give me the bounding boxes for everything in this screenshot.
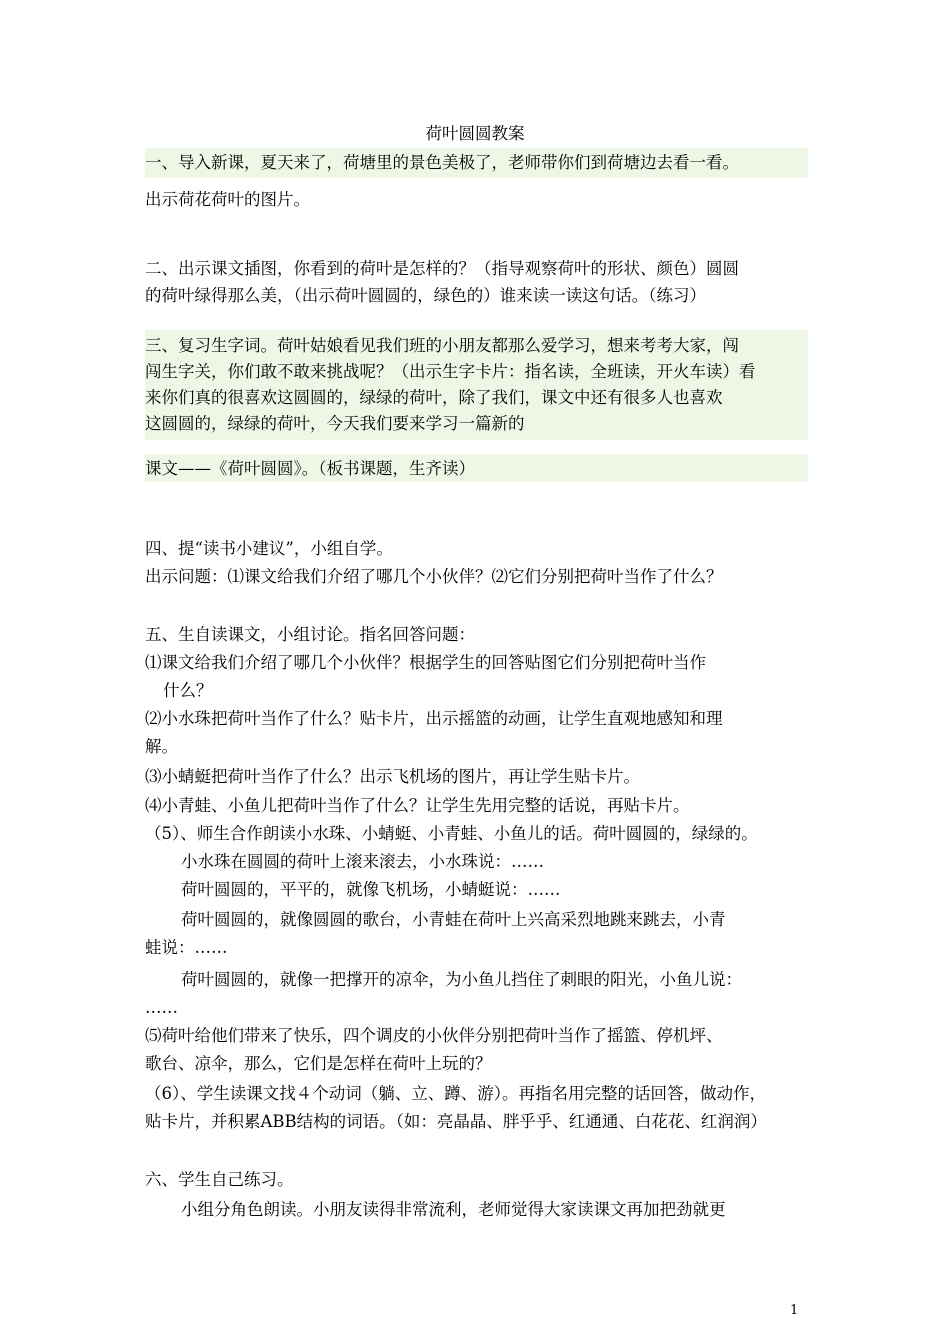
text-line: 一、导入新课，夏天来了，荷塘里的景色美极了，老师带你们到荷塘边去看一看。 [145, 153, 739, 172]
text-line: 荷叶圆圆的，就像一把撑开的凉伞，为小鱼儿挡住了刺眼的阳光，小鱼儿说： [181, 970, 742, 989]
text-line: 什么？ [163, 681, 213, 700]
text-line: 课文——《荷叶圆圆》。（板书课题，生齐读） [145, 459, 475, 478]
text-line: ⑵小水珠把荷叶当作了什么？贴卡片，出示摇篮的动画，让学生直观地感知和理 [145, 709, 723, 728]
text-line: 蛙说：…… [145, 938, 228, 957]
text-line: 出示荷花荷叶的图片。 [145, 190, 310, 209]
text-line: 五、生自读课文，小组讨论。指名回答问题： [145, 625, 475, 644]
text-line: 小水珠在圆圆的荷叶上滚来滚去，小水珠说：…… [181, 852, 544, 871]
page-number: 1 [790, 1303, 799, 1318]
text-line: 荷叶圆圆的，平平的，就像飞机场，小蜻蜓说：…… [181, 880, 561, 899]
text-line: 解。 [145, 737, 178, 756]
document-title: 荷叶圆圆教案 [425, 124, 525, 143]
text-line: 来你们真的很喜欢这圆圆的，绿绿的荷叶，除了我们，课文中还有很多人也喜欢 [145, 388, 723, 407]
text-line: （5）、师生合作朗读小水珠、小蜻蜓、小青蛙、小鱼儿的话。荷叶圆圆的，绿绿的。 [145, 824, 758, 843]
text-line: 荷叶圆圆的，就像圆圆的歌台，小青蛙在荷叶上兴高采烈地跳来跳去，小青 [181, 910, 726, 929]
text-line: 小组分角色朗读。小朋友读得非常流利，老师觉得大家读课文再加把劲就更 [181, 1200, 726, 1219]
text-line: 歌台、凉伞，那么，它们是怎样在荷叶上玩的？ [145, 1054, 492, 1073]
text-line: 的荷叶绿得那么美，（出示荷叶圆圆的，绿色的）谁来读一读这句话。（练习） [145, 286, 706, 305]
text-line: 出示问题：⑴课文给我们介绍了哪几个小伙伴？⑵它们分别把荷叶当作了什么？ [145, 567, 723, 586]
text-line: 闯生字关，你们敢不敢来挑战呢？（出示生字卡片：指名读，全班读，开火车读）看 [145, 362, 756, 381]
text-line: ⑷小青蛙、小鱼儿把荷叶当作了什么？让学生先用完整的话说，再贴卡片。 [145, 796, 690, 815]
text-line: …… [145, 998, 178, 1017]
text-line: ⑴课文给我们介绍了哪几个小伙伴？根据学生的回答贴图它们分别把荷叶当作 [145, 653, 706, 672]
text-line: 二、出示课文插图，你看到的荷叶是怎样的？（指导观察荷叶的形状、颜色）圆圆 [145, 259, 739, 278]
text-line: 三、复习生字词。荷叶姑娘看见我们班的小朋友都那么爱学习，想来考考大家，闯 [145, 336, 739, 355]
text-line: （6）、学生读课文找４个动词（躺、立、蹲、游）。再指名用完整的话回答，做动作， [145, 1084, 766, 1103]
text-line: ⑶小蜻蜓把荷叶当作了什么？出示飞机场的图片，再让学生贴卡片。 [145, 767, 640, 786]
text-line: 四、提“读书小建议”，小组自学。 [145, 539, 393, 558]
text-line: ⑸荷叶给他们带来了快乐，四个调皮的小伙伴分别把荷叶当作了摇篮、停机坪、 [145, 1026, 723, 1045]
text-line: 贴卡片，并积累ABB结构的词语。（如：亮晶晶、胖乎乎、红通通、白花花、红润润） [145, 1112, 767, 1131]
text-line: 这圆圆的，绿绿的荷叶，今天我们要来学习一篇新的 [145, 414, 525, 433]
text-line: 六、学生自己练习。 [145, 1170, 294, 1189]
